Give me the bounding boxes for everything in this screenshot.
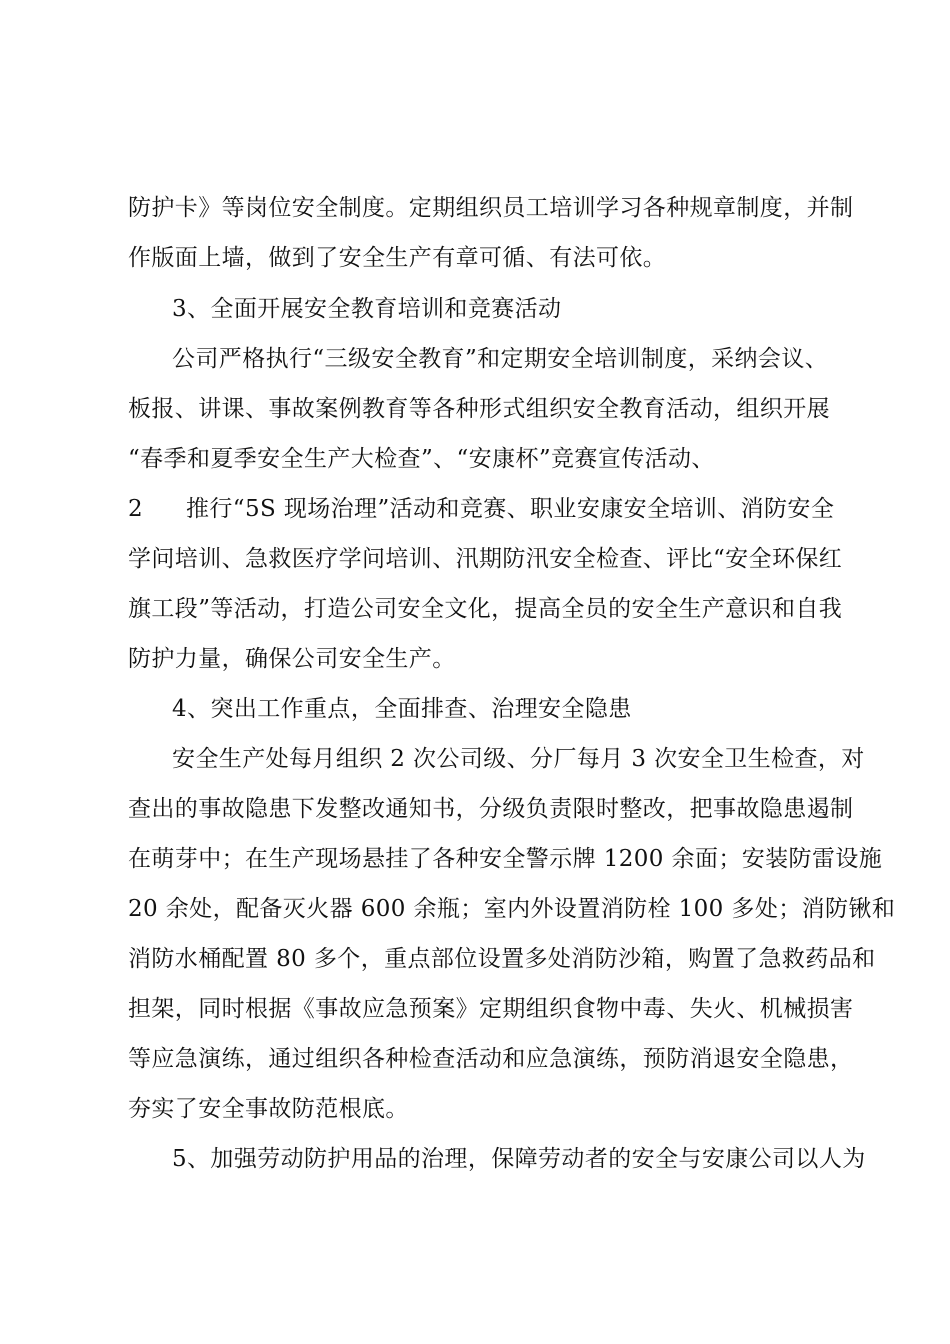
body-text-line: 防护力量，确保公司安全生产。 bbox=[128, 646, 456, 672]
body-text-line: 推行“5S 现场治理”活动和竞赛、职业安康安全培训、消防安全 bbox=[186, 496, 835, 522]
body-text-line: 在萌芽中；在生产现场悬挂了各种安全警示牌 1200 余面；安装防雷设施 bbox=[128, 846, 883, 872]
body-text-line: 安全生产处每月组织 2 次公司级、分厂每月 3 次安全卫生检查，对 bbox=[172, 746, 865, 772]
section-heading-5: 5、加强劳动防护用品的治理，保障劳动者的安全与安康公司以人为 bbox=[172, 1146, 866, 1172]
section-heading-3: 3、全面开展安全教育培训和竞赛活动 bbox=[172, 296, 562, 322]
body-text-line: 学问培训、急救医疗学问培训、汛期防汛安全检查、评比“安全环保红 bbox=[128, 546, 843, 572]
body-text-line: 查出的事故隐患下发整改通知书，分级负责限时整改，把事故隐患遏制 bbox=[128, 796, 854, 822]
body-text-line: 公司严格执行“三级安全教育”和定期安全培训制度，采纳会议、 bbox=[172, 346, 829, 372]
body-text-line: 等应急演练，通过组织各种检查活动和应急演练，预防消退安全隐患， bbox=[128, 1046, 854, 1072]
body-text-line: 旗工段”等活动，打造公司安全文化，提高全员的安全生产意识和自我 bbox=[128, 596, 843, 622]
body-text-line: 板报、讲课、事故案例教育等各种形式组织安全教育活动，组织开展 bbox=[128, 396, 830, 422]
page-number: 2 bbox=[128, 496, 144, 522]
body-text-line: 20 余处，配备灭火器 600 余瓶；室内外设置消防栓 100 多处；消防锹和 bbox=[128, 896, 896, 922]
body-text-line: 夯实了安全事故防范根底。 bbox=[128, 1096, 409, 1122]
body-text-line: “春季和夏季安全生产大检查”、“安康杯”竞赛宣传活动、 bbox=[128, 446, 715, 472]
body-text-line: 担架，同时根据《事故应急预案》定期组织食物中毒、失火、机械损害 bbox=[128, 996, 854, 1022]
body-text-line: 消防水桶配置 80 多个，重点部位设置多处消防沙箱，购置了急救药品和 bbox=[128, 946, 876, 972]
body-text-line: 防护卡》等岗位安全制度。定期组织员工培训学习各种规章制度，并制 bbox=[128, 195, 854, 221]
section-heading-4: 4、突出工作重点，全面排查、治理安全隐患 bbox=[172, 696, 632, 722]
body-text-line: 作版面上墙，做到了安全生产有章可循、有法可依。 bbox=[128, 245, 667, 271]
